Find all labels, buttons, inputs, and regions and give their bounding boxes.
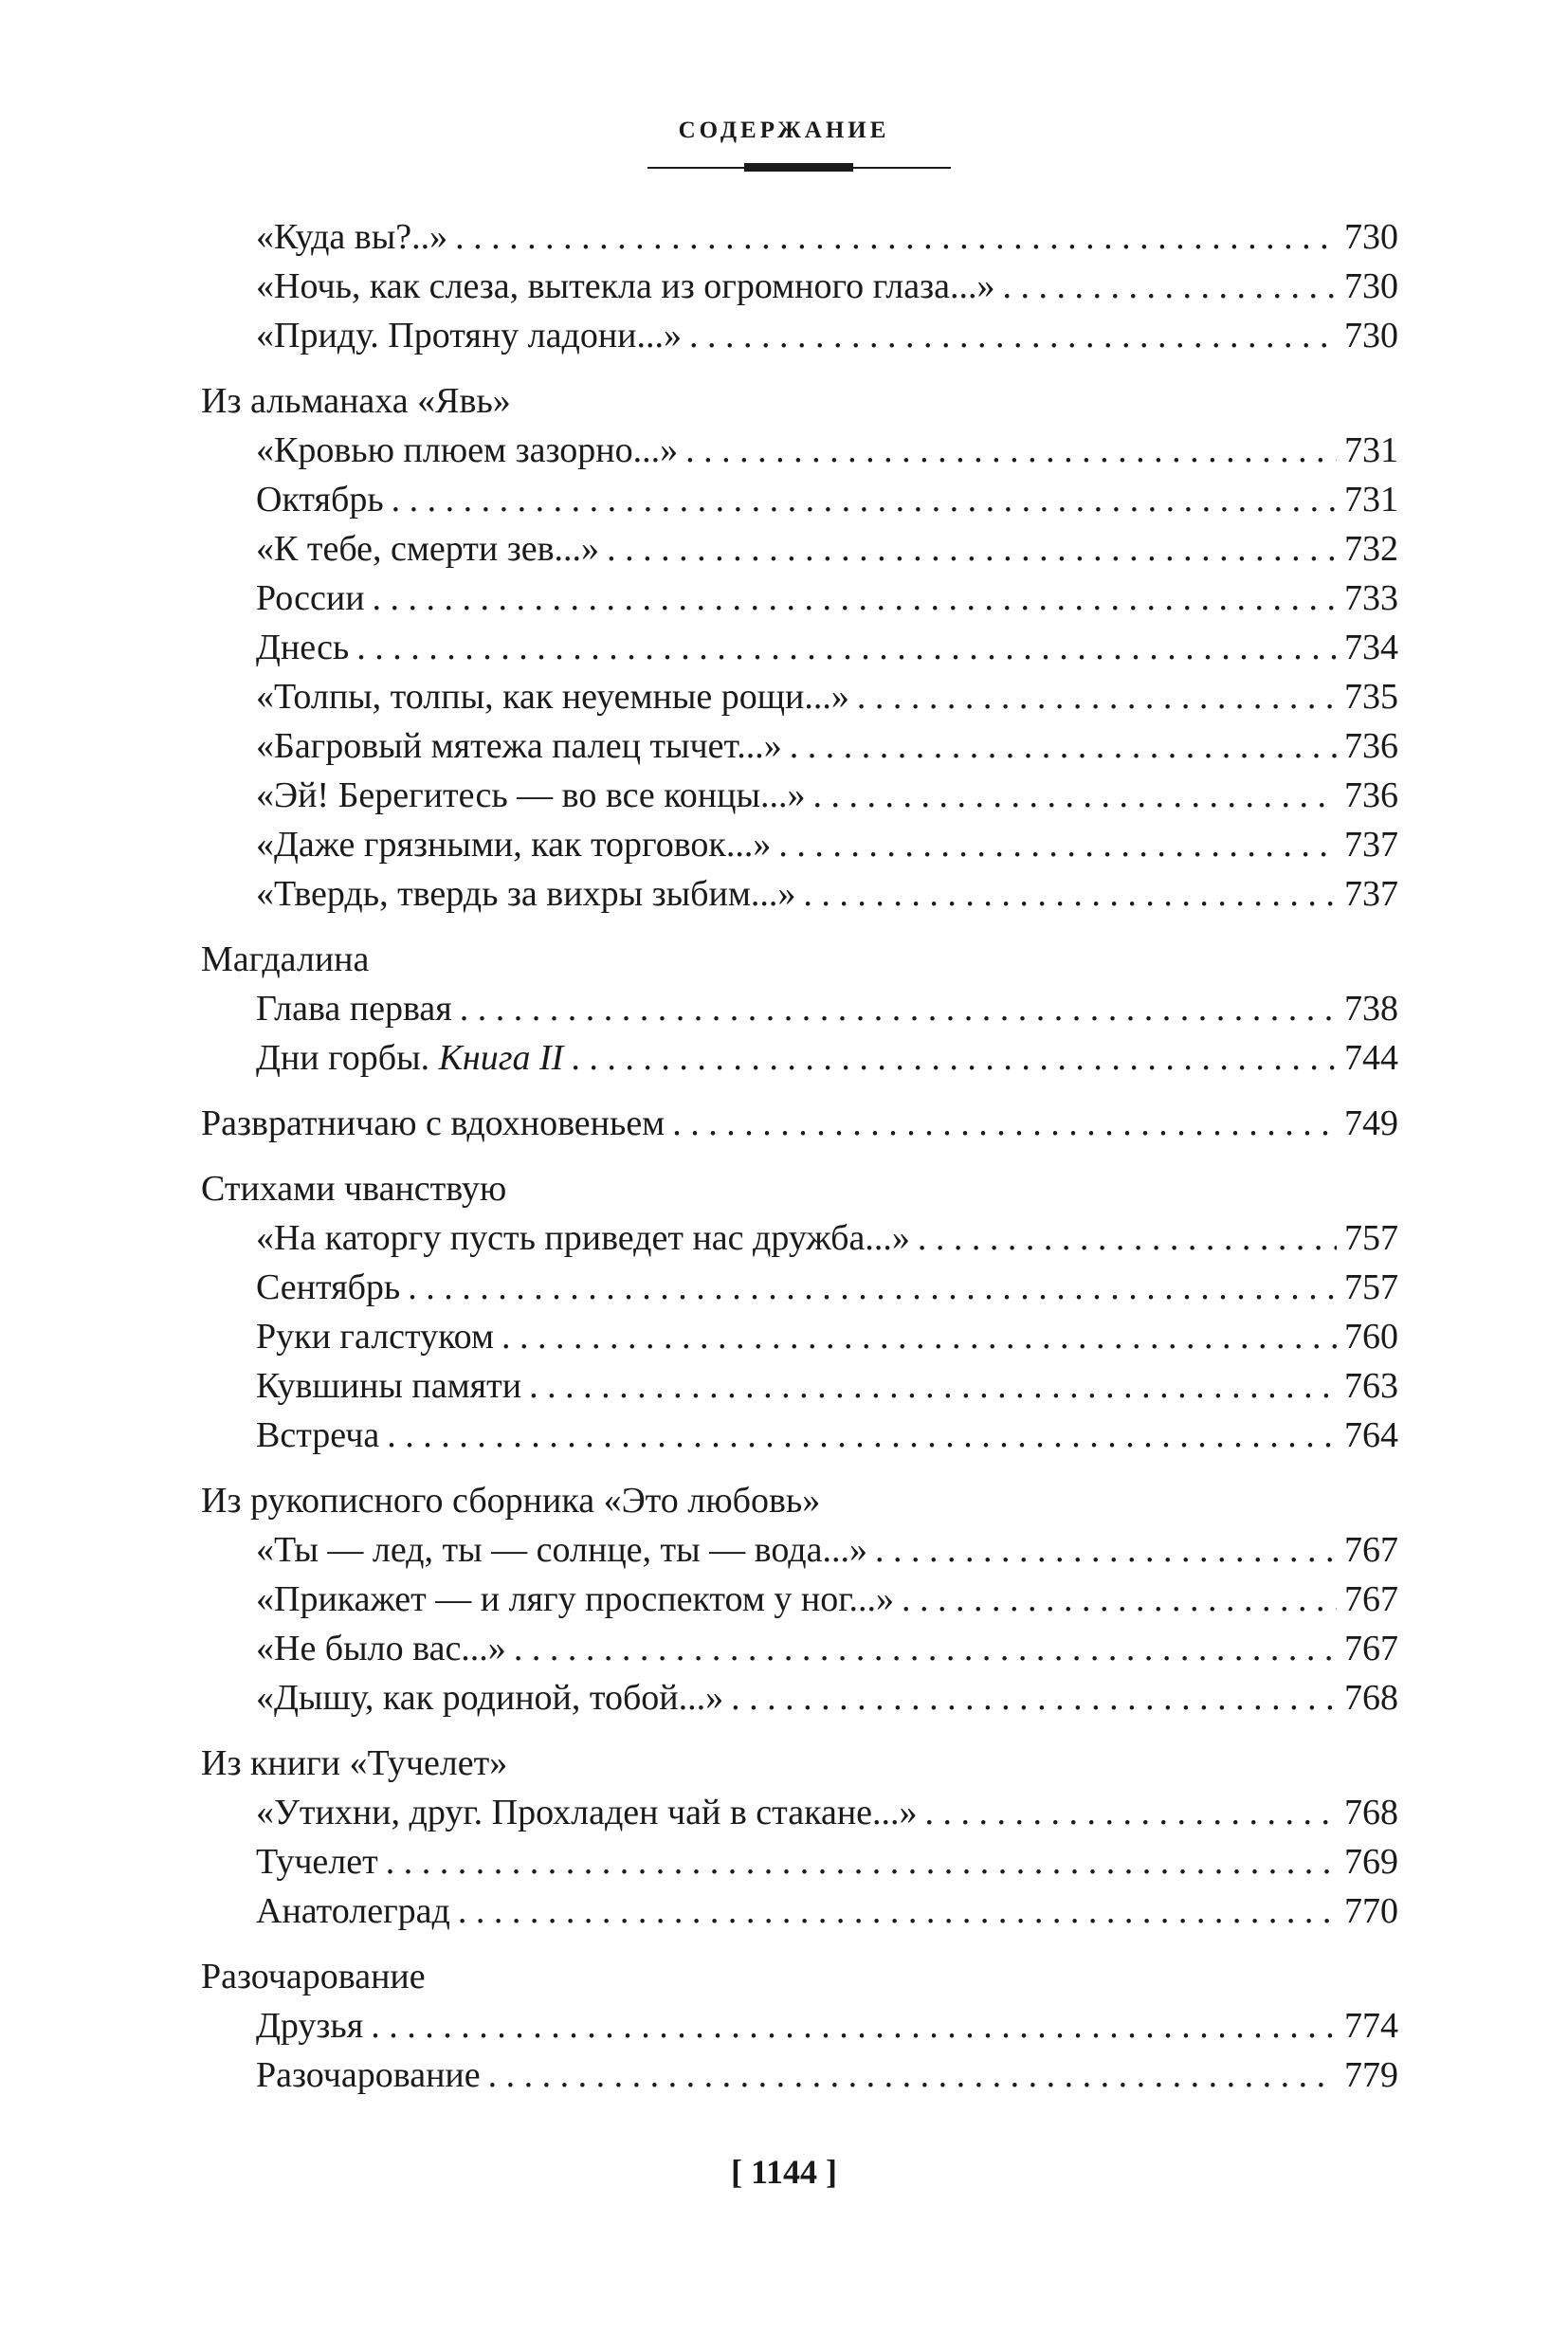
dot-leader	[689, 311, 1337, 360]
toc-section-heading: Из книги «Тучелет»	[201, 1743, 508, 1783]
toc-entry-title-text: «Кровью плюем зазорно...»	[256, 430, 679, 470]
toc-entry	[201, 1525, 1398, 1575]
toc-entry-page: 764	[1344, 1415, 1398, 1455]
dot-leader	[501, 1312, 1337, 1361]
toc-entry	[201, 820, 1398, 869]
dot-leader	[386, 1837, 1337, 1886]
toc-entry-title-text: Развратничаю с вдохновеньем	[201, 1103, 665, 1143]
toc-entry-title	[256, 820, 771, 869]
dot-leader	[387, 1411, 1337, 1460]
toc-entry	[201, 1575, 1398, 1624]
toc-entry-title-text: Кувшины памяти	[256, 1366, 522, 1406]
toc-entry	[201, 1788, 1398, 1837]
toc-entry-title-text: «К тебе, смерти зев...»	[256, 529, 600, 569]
toc-entry-page: 732	[1344, 529, 1398, 569]
toc-entry-title-text: Октябрь	[256, 480, 384, 519]
toc-entry-title-text: «Эй! Берегитесь — во все концы...»	[256, 775, 806, 815]
toc-entry-page: 749	[1344, 1103, 1398, 1143]
toc-entry	[201, 426, 1398, 475]
toc-entry-title-text: Разочарование	[256, 2055, 481, 2095]
toc-entry	[201, 1312, 1398, 1361]
toc-entry	[201, 1033, 1398, 1083]
toc-entry-page: 734	[1344, 628, 1398, 667]
dot-leader	[685, 426, 1337, 475]
toc-entry-title-text: «Приду. Протяну ладони...»	[256, 316, 683, 355]
section-gap	[201, 1460, 1398, 1476]
toc-entry	[201, 1886, 1398, 1936]
dot-leader	[672, 1099, 1337, 1148]
dot-leader	[460, 984, 1337, 1033]
toc-entry-page: 768	[1344, 1793, 1398, 1832]
toc-entry-title	[256, 1312, 494, 1361]
toc-section-heading: Стихами чванствую	[201, 1169, 507, 1209]
toc-entry-title-text: «Твердь, твердь за вихры зыбим...»	[256, 874, 796, 914]
toc-entry	[201, 2050, 1398, 2100]
toc-entry-title	[256, 262, 994, 311]
toc-entry	[201, 262, 1398, 311]
header-rule-accent	[744, 163, 853, 172]
dot-leader	[529, 1361, 1337, 1411]
toc-entry	[201, 984, 1398, 1033]
toc-entry-page: 767	[1344, 1579, 1398, 1619]
toc-entry	[201, 771, 1398, 820]
toc-entry-title-text: «Ночь, как слеза, вытекла из огромного глаза...»	[256, 266, 995, 306]
toc-entry-page: 738	[1344, 989, 1398, 1029]
toc-entry-title-text: Дни горбы.	[256, 1038, 430, 1078]
toc-section-heading: Из рукописного сборника «Это любовь»	[201, 1481, 821, 1521]
toc-entry	[201, 2001, 1398, 2050]
toc-entry-title	[256, 1361, 521, 1411]
toc-entry-page: 770	[1344, 1891, 1398, 1931]
toc-entry-page: 733	[1344, 578, 1398, 618]
toc-entry-title	[256, 1213, 910, 1263]
toc-entry-title-text: Сентябрь	[256, 1267, 401, 1307]
dot-leader	[875, 1525, 1337, 1575]
dot-leader	[803, 869, 1337, 919]
toc-entry	[201, 869, 1398, 919]
toc-entry	[201, 623, 1398, 672]
dot-leader	[902, 1575, 1337, 1624]
toc-entry-title-text: Днесь	[256, 628, 350, 667]
toc-entry-title	[256, 869, 795, 919]
toc-entry	[201, 574, 1398, 623]
toc-entry	[201, 475, 1398, 524]
toc-entry-title	[256, 1788, 918, 1837]
dot-leader	[1002, 262, 1337, 311]
toc-entry-title	[201, 1099, 665, 1148]
toc-entry	[201, 1411, 1398, 1460]
toc-entry-title-text: Друзья	[256, 2006, 364, 2046]
toc-entry-page: 736	[1344, 775, 1398, 815]
toc-entry	[201, 311, 1398, 360]
toc-entry-title	[256, 1624, 506, 1673]
toc-entry-title	[256, 721, 782, 771]
toc-entry	[201, 1263, 1398, 1312]
toc-entry-title	[256, 984, 452, 1033]
dot-leader	[857, 672, 1337, 721]
section-gap	[201, 1148, 1398, 1164]
dot-leader	[458, 1886, 1337, 1936]
toc-entry-page: 737	[1344, 874, 1398, 914]
toc-section-heading: Из альманаха «Явь»	[201, 381, 511, 421]
section-gap	[201, 1722, 1398, 1739]
toc-entry-page: 731	[1344, 430, 1398, 470]
toc-entry-title	[256, 623, 349, 672]
toc-entry-page: 735	[1344, 677, 1398, 717]
toc-entry	[201, 721, 1398, 771]
toc-entry-title	[256, 1263, 400, 1312]
toc-entry-title-text: «На каторгу пусть приведет нас дружба...»	[256, 1218, 910, 1258]
toc-entry-title-text: Тучелет	[256, 1842, 378, 1882]
toc-entry-page: 757	[1344, 1267, 1398, 1307]
toc-entry-page: 774	[1344, 2006, 1398, 2046]
toc-entry-page: 730	[1344, 266, 1398, 306]
toc-entry-page: 730	[1344, 217, 1398, 257]
section-gap	[201, 1083, 1398, 1099]
toc-entry-title	[256, 1673, 723, 1722]
toc-entry-title	[256, 672, 849, 721]
toc-entry-title-text: Руки галстуком	[256, 1317, 495, 1357]
dot-leader	[731, 1673, 1337, 1722]
toc-entry-page: 744	[1344, 1038, 1398, 1078]
toc-entry-title	[256, 1033, 563, 1083]
toc-entry-title	[256, 2001, 363, 2050]
dot-leader	[790, 721, 1337, 771]
toc-section-heading: Магдалина	[201, 939, 370, 979]
dot-leader	[392, 475, 1337, 524]
dot-leader	[813, 771, 1338, 820]
toc-entry	[201, 1673, 1398, 1722]
toc-entry-title	[256, 1575, 894, 1624]
toc-entry-title	[256, 524, 599, 574]
toc-entry	[201, 1213, 1398, 1263]
toc-entry-title	[256, 1525, 867, 1575]
toc-entry-page: 737	[1344, 825, 1398, 865]
dot-leader	[514, 1624, 1337, 1673]
toc-entry-page: 757	[1344, 1218, 1398, 1258]
toc-entry-title-text: «Ты — лед, ты — солнце, ты — вода...»	[256, 1530, 867, 1570]
toc-entry-title-text: «Куда вы?..»	[256, 217, 448, 257]
toc-entry-title	[256, 2050, 481, 2100]
section-gap	[201, 1936, 1398, 1952]
dot-leader	[778, 820, 1337, 869]
toc-entry-page: 779	[1344, 2055, 1398, 2095]
dot-leader	[371, 2001, 1337, 2050]
toc-entry-page: 730	[1344, 316, 1398, 355]
section-gap	[201, 360, 1398, 376]
page-number: [ 1144 ]	[731, 2153, 837, 2191]
dot-leader	[408, 1263, 1337, 1312]
toc-entry-page: 736	[1344, 726, 1398, 766]
toc-entry-title-text: Анатолеград	[256, 1891, 450, 1931]
running-head: СОДЕРЖАНИЕ	[678, 118, 890, 143]
toc-entry-title	[256, 1837, 378, 1886]
toc-entry-page: 760	[1344, 1317, 1398, 1357]
toc-entry-page: 731	[1344, 480, 1398, 519]
dot-leader	[918, 1213, 1337, 1263]
toc-entry-page: 769	[1344, 1842, 1398, 1882]
toc-entry-page: 767	[1344, 1530, 1398, 1570]
toc-entry-title	[256, 426, 678, 475]
toc-section-heading: Разочарование	[201, 1957, 426, 1996]
toc-entry	[201, 524, 1398, 574]
toc-entry	[201, 672, 1398, 721]
section-gap	[201, 919, 1398, 935]
dot-leader	[373, 574, 1337, 623]
toc-entry	[201, 1361, 1398, 1411]
toc-entry	[201, 1624, 1398, 1673]
toc-entry-title-text: «Не было вас...»	[256, 1629, 506, 1668]
dot-leader	[356, 623, 1337, 672]
toc-entry-title-text: «Багровый мятежа палец тычет...»	[256, 726, 782, 766]
toc-entry-title-text: «Толпы, толпы, как неуемные рощи...»	[256, 677, 849, 717]
toc-entry-title	[256, 1411, 379, 1460]
dot-leader	[488, 2050, 1337, 2100]
toc-entry-title	[256, 1886, 450, 1936]
toc-entry	[201, 1099, 1398, 1148]
toc-entry-title	[256, 475, 384, 524]
toc-entry-title-text: «Даже грязными, как торговок...»	[256, 825, 772, 865]
toc-entry	[201, 212, 1398, 262]
toc-entry-title-text: России	[256, 578, 365, 618]
dot-leader	[607, 524, 1337, 574]
dot-leader	[925, 1788, 1337, 1837]
toc-entry-page: 768	[1344, 1678, 1398, 1718]
table-of-contents	[201, 212, 1398, 2100]
toc-entry-title	[256, 212, 447, 262]
toc-entry-title	[256, 771, 806, 820]
toc-entry-title-text: «Дышу, как родиной, тобой...»	[256, 1678, 724, 1718]
toc-entry-title-text: «Утихни, друг. Прохладен чай в стакане...»	[256, 1793, 918, 1832]
toc-entry-title	[256, 311, 682, 360]
dot-leader	[455, 212, 1337, 262]
toc-entry-title-italic: Книга II	[438, 1038, 564, 1078]
toc-entry-title	[256, 574, 365, 623]
dot-leader	[571, 1033, 1337, 1083]
toc-entry-title-text: «Прикажет — и лягу проспектом у ног...»	[256, 1579, 894, 1619]
toc-entry-page: 763	[1344, 1366, 1398, 1406]
toc-entry	[201, 1837, 1398, 1886]
toc-entry-page: 767	[1344, 1629, 1398, 1668]
toc-entry-title-text: Глава первая	[256, 989, 452, 1029]
toc-entry-title-text: Встреча	[256, 1415, 380, 1455]
